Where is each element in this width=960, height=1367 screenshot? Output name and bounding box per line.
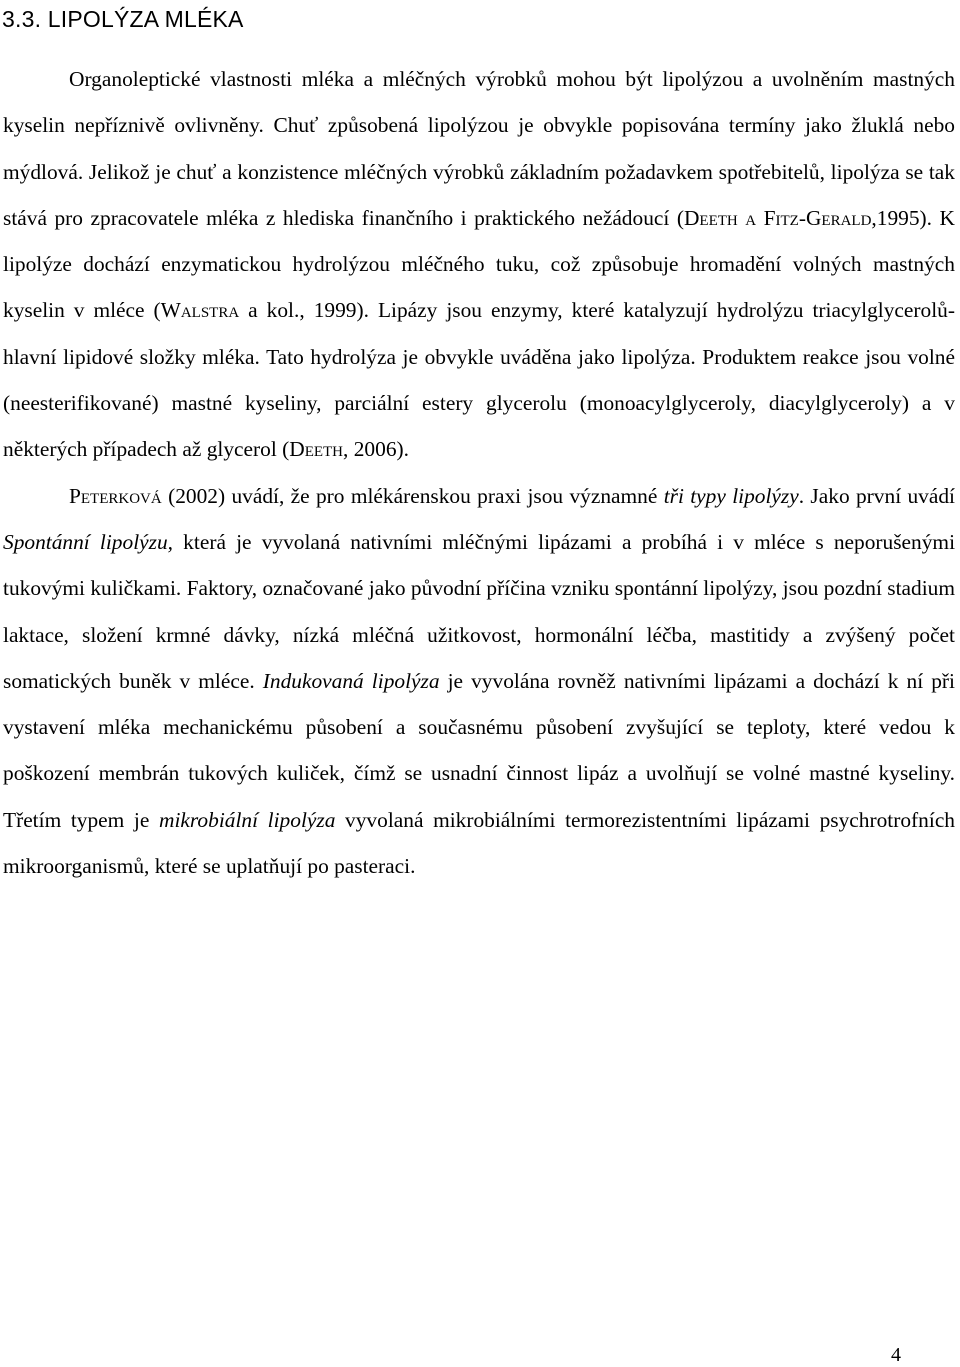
text-segment: je vyvolána rovněž nativními lipázami a dochází k ní při vystavení mléka mechanickému působení a současnému působení zvyšující se teploty, které vedou k poškození membrán tukových kuliček, čímž se usnadní činnost lipáz a uvolňují se volné mastné kyseliny. Třetím typem je — [3, 668, 955, 832]
text-segment: , 2006). — [343, 437, 409, 462]
text-segment: která je vyvolaná nativními mléčnými lipázami a probíhá i v mléce s neporušenými tukovými kuličkami. Faktory, označované jako původní příčina vzniku spontánní lipolýzy, jsou pozdní stadium laktace, složení krmné dávky, nízká mléčná užitkovost, hormonální léčba, mastitidy a zvýšený počet somatických buněk v mléce. — [3, 529, 956, 693]
text-segment: . Jako první uvádí — [798, 483, 955, 508]
emphasis-term: tři typy lipolýzy — [663, 483, 799, 508]
text-segment: (2002) uvádí, že pro mlékárenskou praxi jsou významné — [161, 483, 664, 508]
text-segment: a kol., 1999). Lipázy jsou enzymy, které katalyzují hydrolýzu triacylglycerolů- hlavní lipidové složky mléka. Tato hydrolýza je obvykle uváděna jako lipolýza. Produktem reakce jsou volné (neesterifikované) mastné kyseliny, parciální estery glycerolu (monoacylglyceroly, diacylglyceroly) a v některých případech až glycerol ( — [3, 298, 955, 462]
citation-author: Walstra — [160, 298, 240, 323]
body-text — [3, 56, 955, 889]
citation-author: Peterková — [69, 483, 162, 508]
text-segment: vyvolaná mikrobiálními termorezistentními lipázami psychrotrofních mikroorganismů, které se uplatňují po pasteraci. — [3, 807, 956, 879]
page-number: 4 — [891, 1344, 901, 1366]
emphasis-term: mikrobiální lipolýza — [159, 807, 336, 832]
paragraph-2 — [3, 473, 955, 890]
text-segment: ,1995). K lipolýze dochází enzymatickou hydrolýzou mléčného tuku, což způsobuje hromadění volných mastných kyselin v mléce ( — [3, 205, 955, 323]
section-heading: 3.3. LIPOLÝZA MLÉKA — [2, 6, 244, 32]
citation-author: Deeth a Fitz-Gerald — [683, 205, 872, 230]
emphasis-term: Spontánní lipolýzu, — [3, 529, 174, 554]
emphasis-term: Indukovaná lipolýza — [262, 668, 440, 693]
paragraph-1 — [3, 56, 955, 473]
citation-author: Deeth — [289, 437, 344, 462]
text-segment: Organoleptické vlastnosti mléka a mléčných výrobků mohou být lipolýzou a uvolněním mastných kyselin nepříznivě ovlivněny. Chuť způsobená lipolýzou je obvykle popisována termíny jako žluklá nebo mýdlová. Jelikož je chuť a konzistence mléčných výrobků základním požadavkem spotřebitelů, lipolýza se tak stává pro zpracovatele mléka z hlediska finančního i praktického nežádoucí ( — [3, 67, 955, 230]
